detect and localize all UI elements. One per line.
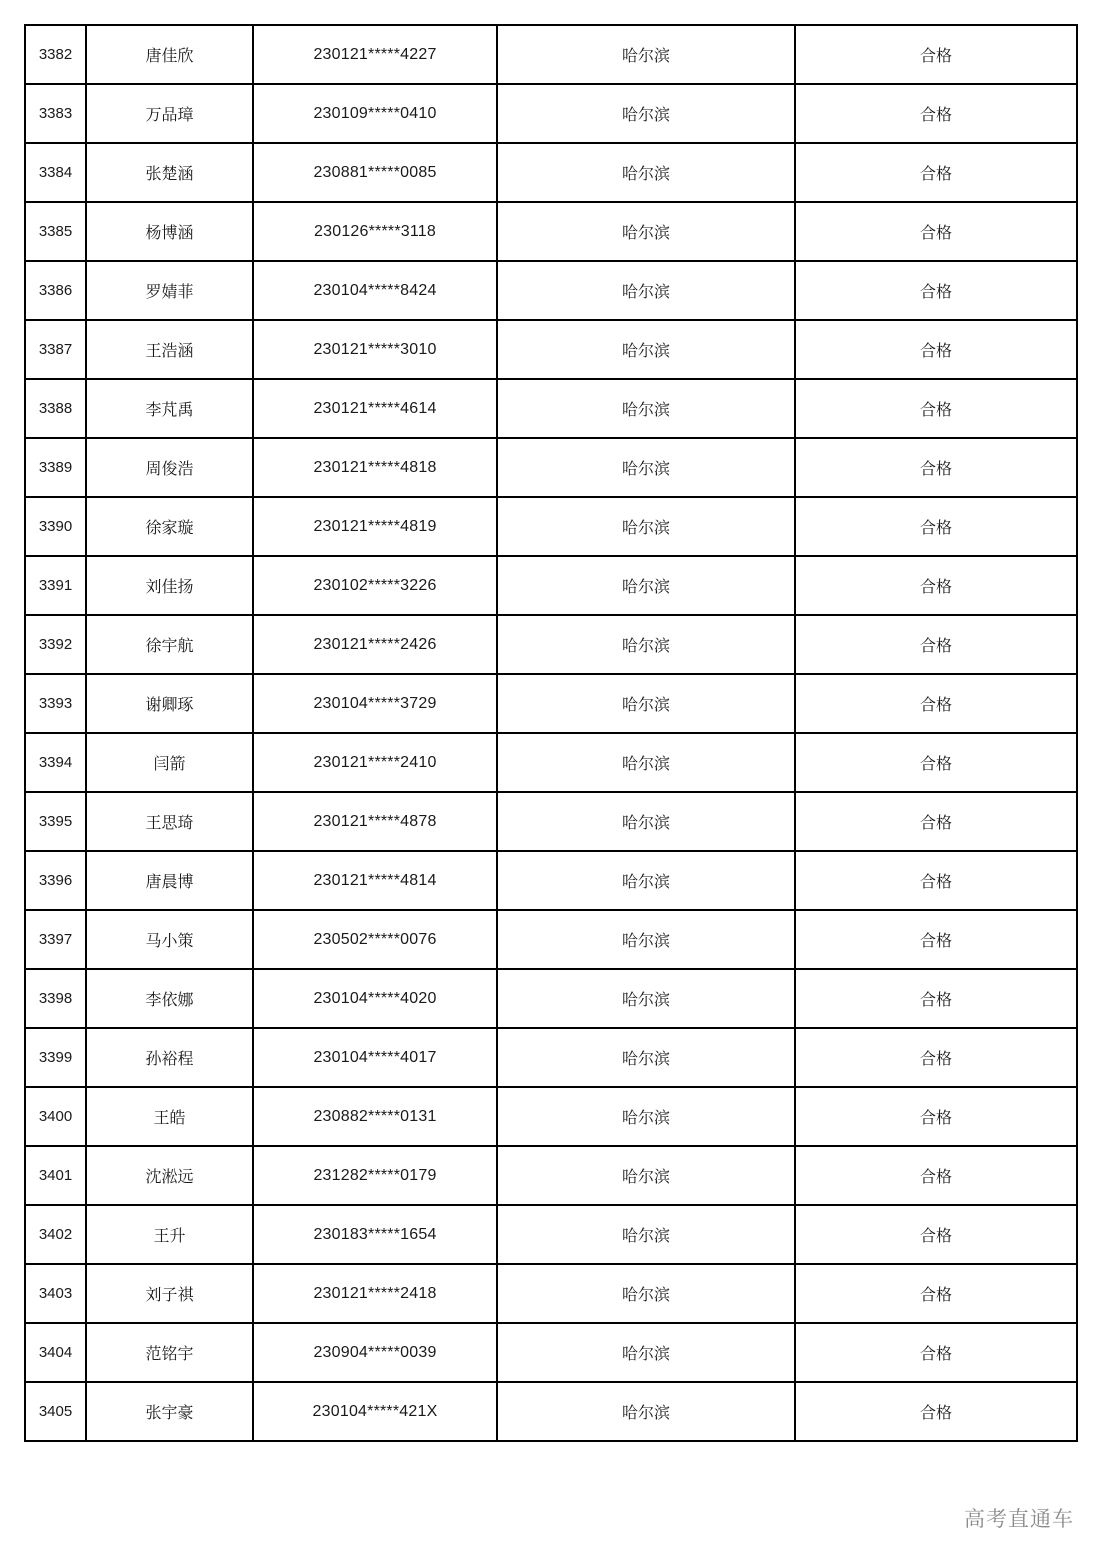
cell-id-number: 230121*****3010 [253, 320, 497, 379]
cell-result: 合格 [795, 851, 1077, 910]
cell-id-number: 230502*****0076 [253, 910, 497, 969]
table-row [25, 556, 1077, 615]
cell-number: 3383 [25, 84, 86, 143]
cell-result: 合格 [795, 674, 1077, 733]
cell-name: 徐宇航 [86, 615, 253, 674]
cell-city: 哈尔滨 [497, 84, 795, 143]
cell-number: 3390 [25, 497, 86, 556]
table-row [25, 1382, 1077, 1441]
cell-name: 周俊浩 [86, 438, 253, 497]
table-row [25, 1087, 1077, 1146]
cell-name: 万品璋 [86, 84, 253, 143]
cell-id-number: 230121*****4614 [253, 379, 497, 438]
cell-name: 范铭宇 [86, 1323, 253, 1382]
cell-number: 3388 [25, 379, 86, 438]
cell-result: 合格 [795, 910, 1077, 969]
cell-id-number: 230121*****2426 [253, 615, 497, 674]
cell-city: 哈尔滨 [497, 261, 795, 320]
cell-id-number: 230104*****4020 [253, 969, 497, 1028]
cell-number: 3396 [25, 851, 86, 910]
cell-city: 哈尔滨 [497, 1382, 795, 1441]
cell-number: 3405 [25, 1382, 86, 1441]
cell-number: 3389 [25, 438, 86, 497]
cell-number: 3392 [25, 615, 86, 674]
cell-name: 孙裕程 [86, 1028, 253, 1087]
cell-city: 哈尔滨 [497, 143, 795, 202]
cell-result: 合格 [795, 379, 1077, 438]
cell-number: 3394 [25, 733, 86, 792]
cell-result: 合格 [795, 143, 1077, 202]
cell-name: 罗婧菲 [86, 261, 253, 320]
table-row [25, 438, 1077, 497]
cell-number: 3385 [25, 202, 86, 261]
cell-city: 哈尔滨 [497, 320, 795, 379]
results-table [24, 24, 1078, 1442]
cell-result: 合格 [795, 1146, 1077, 1205]
cell-name: 唐佳欣 [86, 25, 253, 84]
cell-id-number: 230104*****8424 [253, 261, 497, 320]
table-row [25, 261, 1077, 320]
cell-id-number: 230104*****4017 [253, 1028, 497, 1087]
table-row [25, 379, 1077, 438]
cell-name: 李芃禹 [86, 379, 253, 438]
cell-id-number: 231282*****0179 [253, 1146, 497, 1205]
cell-name: 马小策 [86, 910, 253, 969]
cell-name: 李依娜 [86, 969, 253, 1028]
cell-name: 王皓 [86, 1087, 253, 1146]
cell-id-number: 230121*****4814 [253, 851, 497, 910]
cell-number: 3398 [25, 969, 86, 1028]
cell-id-number: 230882*****0131 [253, 1087, 497, 1146]
table-row [25, 1323, 1077, 1382]
cell-city: 哈尔滨 [497, 1146, 795, 1205]
table-row [25, 1146, 1077, 1205]
table-row [25, 1028, 1077, 1087]
table-row [25, 733, 1077, 792]
cell-number: 3384 [25, 143, 86, 202]
table-row [25, 320, 1077, 379]
cell-number: 3397 [25, 910, 86, 969]
cell-id-number: 230121*****4878 [253, 792, 497, 851]
cell-city: 哈尔滨 [497, 910, 795, 969]
cell-result: 合格 [795, 320, 1077, 379]
cell-name: 谢卿琢 [86, 674, 253, 733]
cell-city: 哈尔滨 [497, 969, 795, 1028]
cell-city: 哈尔滨 [497, 438, 795, 497]
cell-result: 合格 [795, 1028, 1077, 1087]
cell-name: 张楚涵 [86, 143, 253, 202]
cell-name: 刘子祺 [86, 1264, 253, 1323]
cell-id-number: 230104*****3729 [253, 674, 497, 733]
cell-city: 哈尔滨 [497, 1323, 795, 1382]
cell-result: 合格 [795, 556, 1077, 615]
cell-city: 哈尔滨 [497, 379, 795, 438]
table-row [25, 851, 1077, 910]
cell-name: 王浩涵 [86, 320, 253, 379]
cell-city: 哈尔滨 [497, 202, 795, 261]
cell-id-number: 230881*****0085 [253, 143, 497, 202]
cell-result: 合格 [795, 1205, 1077, 1264]
table-row [25, 1205, 1077, 1264]
cell-result: 合格 [795, 261, 1077, 320]
table-row [25, 969, 1077, 1028]
cell-result: 合格 [795, 84, 1077, 143]
table-row [25, 25, 1077, 84]
cell-id-number: 230121*****2418 [253, 1264, 497, 1323]
cell-result: 合格 [795, 792, 1077, 851]
cell-result: 合格 [795, 438, 1077, 497]
cell-name: 沈淞远 [86, 1146, 253, 1205]
cell-number: 3395 [25, 792, 86, 851]
table-row [25, 1264, 1077, 1323]
cell-number: 3391 [25, 556, 86, 615]
cell-result: 合格 [795, 1264, 1077, 1323]
table-row [25, 910, 1077, 969]
table-row [25, 792, 1077, 851]
cell-result: 合格 [795, 497, 1077, 556]
cell-id-number: 230904*****0039 [253, 1323, 497, 1382]
cell-city: 哈尔滨 [497, 1028, 795, 1087]
cell-result: 合格 [795, 615, 1077, 674]
cell-result: 合格 [795, 1087, 1077, 1146]
cell-number: 3393 [25, 674, 86, 733]
results-table-body [25, 25, 1077, 1441]
cell-city: 哈尔滨 [497, 615, 795, 674]
cell-city: 哈尔滨 [497, 851, 795, 910]
cell-number: 3386 [25, 261, 86, 320]
cell-city: 哈尔滨 [497, 1087, 795, 1146]
cell-result: 合格 [795, 1323, 1077, 1382]
cell-name: 王思琦 [86, 792, 253, 851]
cell-number: 3400 [25, 1087, 86, 1146]
watermark-text: 高考直通车 [964, 1507, 1074, 1531]
cell-id-number: 230104*****421X [253, 1382, 497, 1441]
cell-number: 3382 [25, 25, 86, 84]
cell-number: 3401 [25, 1146, 86, 1205]
cell-name: 闫箭 [86, 733, 253, 792]
cell-city: 哈尔滨 [497, 497, 795, 556]
cell-name: 刘佳扬 [86, 556, 253, 615]
table-row [25, 84, 1077, 143]
cell-name: 张宇豪 [86, 1382, 253, 1441]
cell-name: 杨博涵 [86, 202, 253, 261]
cell-city: 哈尔滨 [497, 1205, 795, 1264]
table-row [25, 615, 1077, 674]
cell-number: 3403 [25, 1264, 86, 1323]
cell-number: 3402 [25, 1205, 86, 1264]
cell-id-number: 230121*****4227 [253, 25, 497, 84]
results-table-container [24, 24, 1076, 1442]
cell-id-number: 230121*****2410 [253, 733, 497, 792]
cell-id-number: 230183*****1654 [253, 1205, 497, 1264]
cell-result: 合格 [795, 25, 1077, 84]
table-row [25, 143, 1077, 202]
cell-id-number: 230102*****3226 [253, 556, 497, 615]
cell-result: 合格 [795, 733, 1077, 792]
cell-id-number: 230126*****3118 [253, 202, 497, 261]
cell-name: 唐晨博 [86, 851, 253, 910]
cell-result: 合格 [795, 202, 1077, 261]
cell-number: 3399 [25, 1028, 86, 1087]
cell-id-number: 230121*****4819 [253, 497, 497, 556]
cell-city: 哈尔滨 [497, 25, 795, 84]
cell-result: 合格 [795, 1382, 1077, 1441]
cell-city: 哈尔滨 [497, 792, 795, 851]
cell-city: 哈尔滨 [497, 556, 795, 615]
table-row [25, 497, 1077, 556]
cell-result: 合格 [795, 969, 1077, 1028]
cell-name: 徐家璇 [86, 497, 253, 556]
cell-city: 哈尔滨 [497, 674, 795, 733]
cell-city: 哈尔滨 [497, 1264, 795, 1323]
cell-number: 3404 [25, 1323, 86, 1382]
cell-number: 3387 [25, 320, 86, 379]
cell-name: 王升 [86, 1205, 253, 1264]
cell-id-number: 230121*****4818 [253, 438, 497, 497]
cell-city: 哈尔滨 [497, 733, 795, 792]
table-row [25, 674, 1077, 733]
cell-id-number: 230109*****0410 [253, 84, 497, 143]
table-row [25, 202, 1077, 261]
